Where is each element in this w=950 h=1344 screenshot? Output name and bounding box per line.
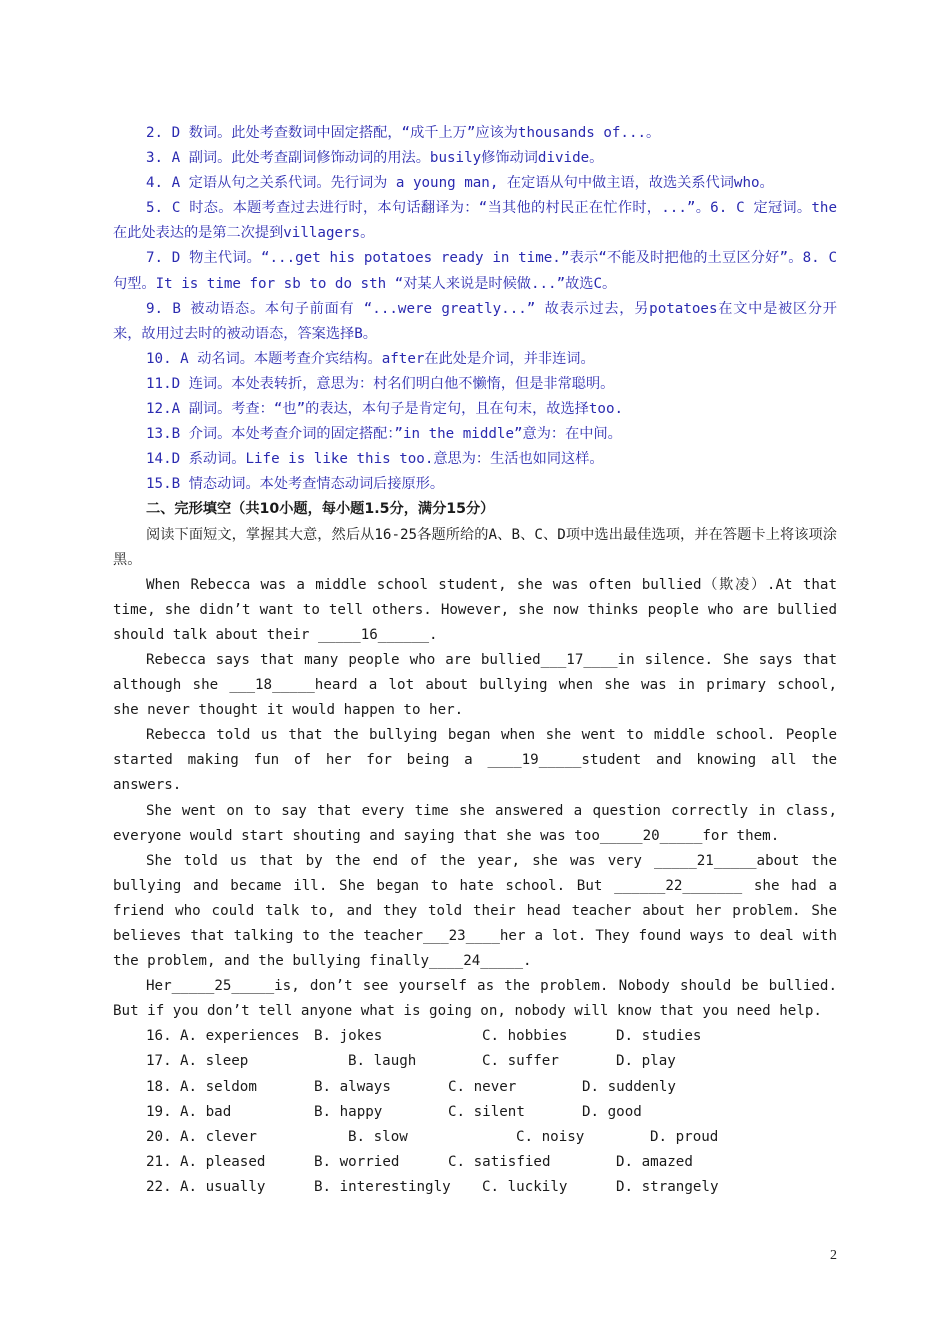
- passage-paragraph: Rebecca told us that the bullying began when she went to middle school. People started making fun of her for being a ____19_____student and knowing all the answers.: [113, 727, 837, 794]
- option-a: A. seldom: [180, 1078, 257, 1095]
- option-d: D. strangely: [616, 1178, 719, 1195]
- option-a: A. sleep: [180, 1053, 249, 1070]
- answer-item: 13.B 介词。本处考查介词的固定搭配：”in the middle”意为：在中间。: [146, 426, 622, 443]
- option-c: C. never: [448, 1078, 517, 1095]
- question-number: 21.: [146, 1153, 172, 1170]
- passage-paragraph: She went on to say that every time she answered a question correctly in class, everyone would start shouting and saying that she was too_____20_____for them.: [113, 802, 837, 844]
- passage-paragraph: Her_____25_____is, don’t see yourself as the problem. Nobody should be bullied. But if you don’t tell anyone what is going on, nobody will know that you need help.: [113, 978, 837, 1020]
- option-row: [146, 1024, 837, 1049]
- option-b: B. interestingly: [314, 1178, 451, 1195]
- option-row: [146, 1150, 837, 1175]
- option-row: [146, 1175, 837, 1200]
- answer-item: 5. C 时态。本题考查过去进行时，本句话翻译为：“当其他的村民正在忙作时，...”。6. C 定冠词。the在此处表达的是第二次提到villagers。: [113, 200, 837, 242]
- option-row: [146, 1075, 837, 1100]
- option-b: B. slow: [348, 1128, 408, 1145]
- answer-item: 4. A 定语从句之关系代词。先行词为 a young man, 在定语从句中做主语，故选关系代词who。: [146, 175, 774, 192]
- option-row: [146, 1049, 837, 1074]
- answer-item: 14.D 系动词。Life is like this too.意思为：生活也如同这样。: [146, 451, 604, 468]
- option-c: C. silent: [448, 1103, 525, 1120]
- question-number: 17.: [146, 1053, 172, 1070]
- option-d: D. amazed: [616, 1153, 693, 1170]
- answer-item: 2. D 数词。此处考查数词中固定搭配，“成千上万”应该为thousands of...。: [146, 125, 661, 141]
- option-c: C. suffer: [482, 1053, 559, 1070]
- question-number: 16.: [146, 1028, 172, 1045]
- page-content: [113, 121, 837, 1200]
- option-b: B. jokes: [314, 1028, 383, 1045]
- answer-options: [113, 1024, 837, 1200]
- option-c: C. hobbies: [482, 1028, 568, 1045]
- answer-item: 11.D 连词。本处表转折，意思为：村名们明白他不懒惰，但是非常聪明。: [146, 375, 615, 392]
- option-a: A. experiences: [180, 1028, 300, 1045]
- option-d: D. studies: [616, 1028, 702, 1045]
- option-b: B. laugh: [348, 1053, 417, 1070]
- answer-item: 3. A 副词。此处考查副词修饰动词的用法。busily修饰动词divide。: [146, 150, 604, 167]
- option-b: B. always: [314, 1078, 391, 1095]
- option-d: D. suddenly: [582, 1078, 676, 1095]
- page-number: 2: [830, 1248, 837, 1263]
- option-d: D. good: [582, 1103, 642, 1120]
- option-row: [146, 1125, 837, 1150]
- option-b: B. worried: [314, 1153, 400, 1170]
- answer-item: 15.B 情态动词。本处考查情态动词后接原形。: [146, 476, 445, 493]
- answer-item: 12.A 副词。考查：“也”的表达，本句子是肯定句，且在句末，故选择too.: [146, 401, 624, 418]
- question-number: 20.: [146, 1128, 172, 1145]
- answer-item: 10. A 动名词。本题考查介宾结构。after在此处是介词，并非连词。: [146, 350, 595, 367]
- passage-paragraph: She told us that by the end of the year, she was very _____21_____about the bullying and became ill. She began to hate school. But ______22_______ she had a friend who could talk to, and they told their head teacher about her problem. She believes that talking to the teacher___23____her a lot. They found ways to deal with the problem, and the bullying finally____24_____.: [113, 852, 837, 970]
- option-a: A. pleased: [180, 1153, 266, 1170]
- instructions: 阅读下面短文，掌握其大意，然后从16-25各题所给的A、B、C、D项中选出最佳选项，并在答题卡上将该项涂黑。: [113, 526, 837, 568]
- passage-paragraph: When Rebecca was a middle school student, she was often bullied（欺凌）.At that time, she didn’t want to tell others. However, she now thinks people who are bullied should talk about their _____16______.: [113, 576, 837, 643]
- section-heading: 二、完形填空（共10小题，每小题1.5分，满分15分）: [146, 501, 495, 518]
- option-b: B. happy: [314, 1103, 383, 1120]
- question-number: 18.: [146, 1078, 172, 1095]
- cloze-passage: [113, 573, 837, 1025]
- option-d: D. proud: [650, 1128, 719, 1145]
- passage-paragraph: Rebecca says that many people who are bullied___17____in silence. She says that although she ___18_____heard a lot about bullying when she was in primary school, she never thought it would happen to her.: [113, 651, 837, 719]
- option-c: C. noisy: [516, 1128, 585, 1145]
- option-a: A. bad: [180, 1103, 232, 1120]
- option-a: A. usually: [180, 1178, 266, 1195]
- question-number: 19.: [146, 1103, 172, 1120]
- answer-explanations: [113, 121, 837, 497]
- question-number: 22.: [146, 1178, 172, 1195]
- answer-item: 9. B 被动语态。本句子前面有 “...were greatly...” 故表示过去，另potatoes在文中是被区分开来，故用过去时的被动语态，答案选择B。: [113, 300, 837, 342]
- option-c: C. satisfied: [448, 1153, 551, 1170]
- option-a: A. clever: [180, 1128, 257, 1145]
- option-d: D. play: [616, 1053, 676, 1070]
- answer-item: 7. D 物主代词。“...get his potatoes ready in time.”表示“不能及时把他的土豆区分好”。8. C 句型。It is time for sb to do sth “对某人来说是时候做...”故选C。: [113, 250, 837, 292]
- option-row: [146, 1100, 837, 1125]
- option-c: C. luckily: [482, 1178, 568, 1195]
